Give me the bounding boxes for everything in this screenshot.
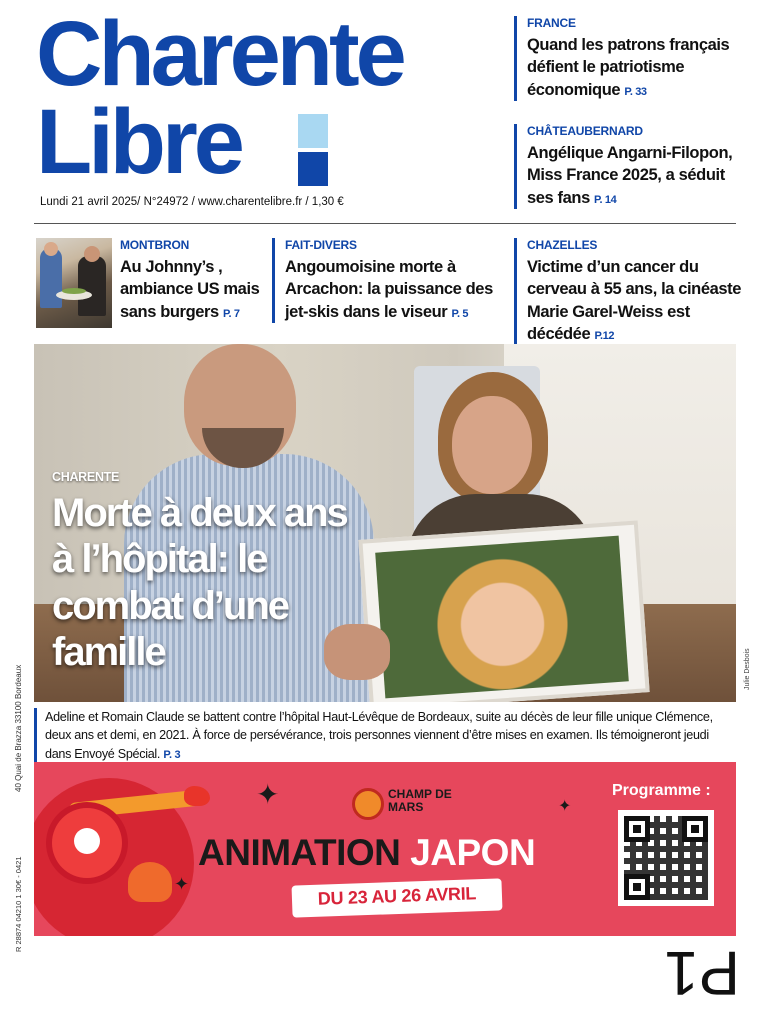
sparkle-icon: ✦ [558,796,572,815]
page-ref: P. 7 [223,307,240,320]
masthead-logo[interactable] [36,3,496,194]
brief-chateaubernard[interactable] [514,124,734,209]
mascot-face-icon [74,828,100,854]
dragon-head-icon [184,786,210,806]
page-ref: P.12 [594,329,615,342]
logo-line-1: Charente [36,3,403,105]
brief-headline-text: Quand les patrons français défient le patriotisme économique [527,36,730,99]
brief-headline [285,256,504,323]
brief-headline-text: Au Johnny’s , ambiance US mais sans burgers [120,258,260,321]
child-portrait [375,536,629,699]
advertisement-banner[interactable] [34,762,736,936]
brand-name: CHAMP DE MARS [388,787,452,814]
brief-headline [527,256,744,345]
brief-headline-text: Angélique Angarni-Filopon, Miss France 2025, a séduit ses fans [527,144,733,207]
logo-mark-icon [298,114,332,184]
brief-headline [120,256,260,323]
page-ref: P. 14 [594,193,617,206]
brief-kicker: FRANCE [527,16,576,30]
brief-kicker: CHAZELLES [527,238,598,252]
sparkle-icon: ✦ [256,778,280,811]
page-ref: P. 33 [624,85,647,98]
brief-headline-text: Victime d’un cancer du cerveau à 55 ans, la cinéaste Marie Garel-Weiss est décédée [527,258,742,343]
brief-headline [527,142,734,209]
lead-caption [34,708,736,763]
logo-line-2: Libre [36,91,241,193]
ad-headline-word-2: JAPON [410,832,536,873]
brief-france[interactable] [514,16,734,101]
lead-headline-block[interactable] [52,470,352,676]
ad-headline-word-1: ANIMATION [198,832,401,873]
ad-dates-badge [292,878,503,917]
brief-headline-text: Angoumoisine morte à Arcachon: la puissance des jet-skis dans le viseur [285,258,493,321]
brief-montbron[interactable] [110,238,260,323]
brief-headline [527,34,734,101]
address-vertical: 40 Quai de Brazza 33100 Bordeaux [14,664,23,792]
champ-de-mars-logo [352,784,462,824]
page-number-marker: P1 [664,938,740,1007]
program-label: Programme : [612,782,711,799]
ad-dates: DU 23 AU 26 AVRIL [317,883,477,909]
brief-chazelles[interactable] [514,238,744,345]
lead-title: Morte à deux ans à l’hôpital: le combat d’une famille [52,491,347,675]
qr-code-icon[interactable] [618,810,714,906]
dateline: Lundi 21 avril 2025/ N°24972 / www.charentelibre.fr / 1,30 € [40,196,344,208]
photo-credit: Julie Desbois [744,648,751,690]
ad-headline [198,832,618,874]
montbron-thumbnail[interactable] [36,238,112,328]
header-divider [34,223,736,224]
barcode-number: R 28874 04210 1 30€ - 0421 [14,856,23,952]
brief-fait-divers[interactable] [272,238,504,323]
brief-kicker: FAIT-DIVERS [285,238,357,252]
brief-kicker: MONTBRON [120,238,190,252]
brief-kicker: CHÂTEAUBERNARD [527,124,643,138]
page-ref: P. 3 [163,748,181,761]
page-ref: P. 5 [451,307,469,320]
flower-logo-icon [352,788,384,820]
sparkle-icon: ✦ [174,874,190,895]
octopus-mascot [128,862,172,902]
lead-kicker: CHARENTE [52,470,120,484]
lead-caption-text: Adeline et Romain Claude se battent contre l’hôpital Haut-Lévêque de Bordeaux, suite au décès de leur fille unique Clémence, deux ans et demi, en 2021. À force de persévérance, trois personnes viennent d’être mises en examen. Ils témoigneront jeudi dans Envoyé Spécial. [45,710,713,761]
